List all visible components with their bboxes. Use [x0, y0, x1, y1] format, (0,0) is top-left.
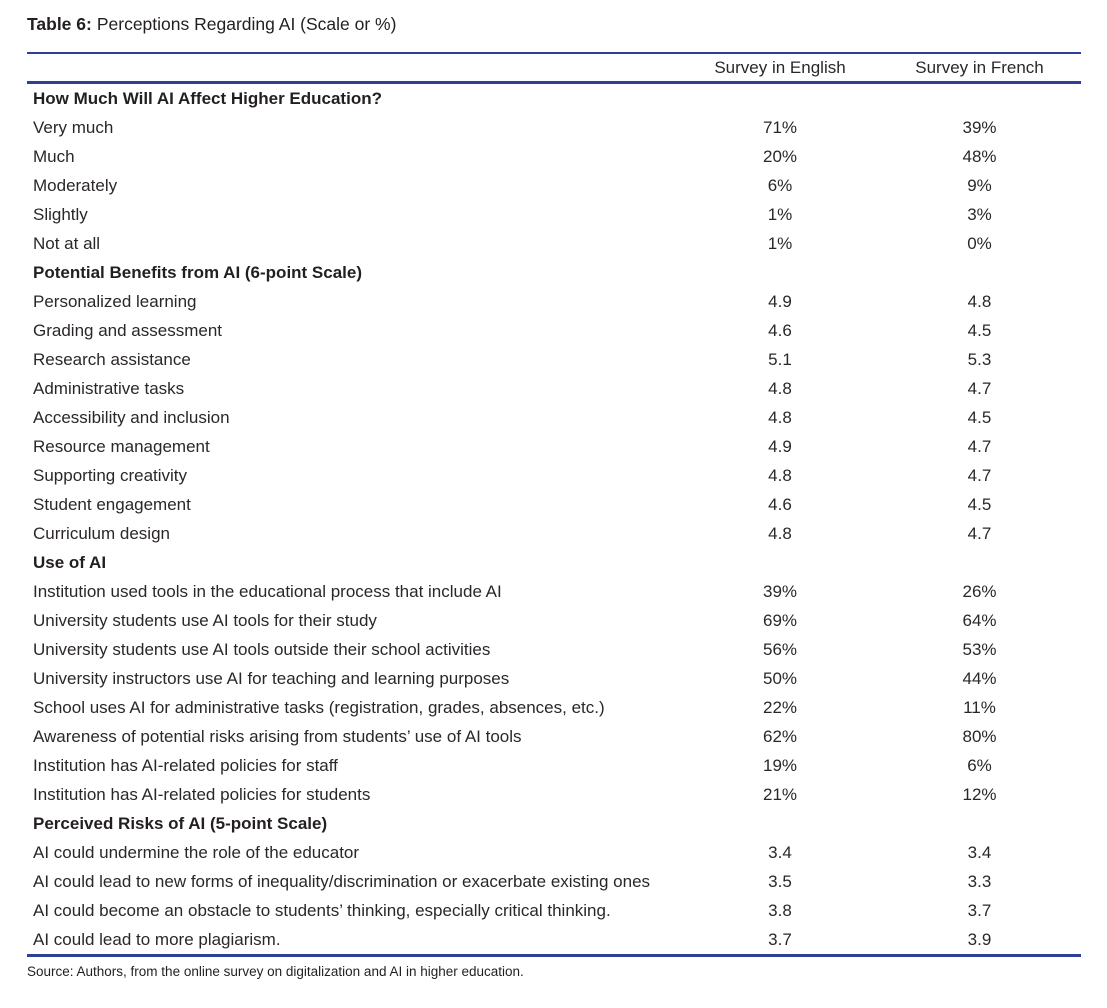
value-french: 3.9	[878, 925, 1081, 956]
value-english: 1%	[767, 233, 793, 253]
value-french: 39%	[962, 117, 997, 137]
row-label: Not at all	[33, 233, 101, 253]
value-english: 22%	[762, 697, 798, 717]
value-english: 71%	[762, 117, 798, 137]
row-label: Institution has AI-related policies for students	[33, 784, 371, 804]
table-row	[27, 577, 1081, 606]
empty-cell	[682, 809, 878, 838]
section-header: Use of AI	[33, 552, 107, 572]
row-label: Supporting creativity	[33, 465, 188, 485]
row-label: Research assistance	[33, 349, 191, 369]
section-header-row	[27, 548, 1081, 577]
value-french: 3.4	[967, 842, 992, 862]
table-row	[27, 403, 1081, 432]
value-english: 3.8	[768, 900, 792, 920]
section-header: Potential Benefits from AI (6-point Scale)	[33, 262, 363, 282]
value-english: 56%	[762, 639, 798, 659]
table-row	[27, 867, 1081, 896]
value-english: 4.6	[768, 320, 792, 340]
value-french: 11%	[963, 697, 996, 717]
row-label: Resource management	[33, 436, 210, 456]
table-row	[27, 229, 1081, 258]
row-label: University students use AI tools for their study	[33, 610, 377, 630]
table-row	[27, 519, 1081, 548]
source-note: Source: Authors, from the online survey on digitalization and AI in higher education.	[27, 964, 524, 979]
column-header-empty	[27, 53, 682, 83]
table-row	[27, 925, 1081, 956]
value-english: 21%	[762, 784, 798, 804]
value-english: 4.8	[768, 407, 792, 427]
value-english: 4.8	[768, 523, 792, 543]
table-row	[27, 664, 1081, 693]
value-french: 4.8	[967, 291, 992, 311]
table-row	[27, 171, 1081, 200]
row-label: AI could undermine the role of the educator	[33, 842, 360, 862]
value-french: 44%	[962, 668, 997, 688]
table-row	[27, 200, 1081, 229]
table-body	[27, 83, 1081, 956]
value-english: 69%	[762, 610, 798, 630]
value-french: 6%	[967, 755, 992, 775]
table-row	[27, 693, 1081, 722]
column-header-english: Survey in English	[682, 53, 878, 83]
value-english: 4.9	[768, 436, 792, 456]
value-french: 3.3	[967, 871, 992, 891]
value-english: 4.6	[768, 494, 792, 514]
row-label: AI could lead to new forms of inequality/discrimination or exacerbate existing ones	[33, 871, 651, 891]
row-label: Personalized learning	[33, 291, 197, 311]
value-english: 4.8	[768, 465, 792, 485]
row-label: Much	[33, 146, 75, 166]
row-label: Administrative tasks	[33, 378, 185, 398]
table-caption-text: Perceptions Regarding AI (Scale or %)	[96, 14, 397, 34]
value-french: 48%	[962, 146, 997, 166]
value-french: 5.3	[967, 349, 992, 369]
table-row	[27, 780, 1081, 809]
table-row	[27, 287, 1081, 316]
empty-cell	[878, 83, 1081, 114]
section-header: How Much Will AI Affect Higher Education?	[33, 88, 382, 108]
value-french: 64%	[962, 610, 997, 630]
table-row	[27, 316, 1081, 345]
table-row	[27, 142, 1081, 171]
value-english: 3.7	[682, 925, 878, 956]
empty-cell	[878, 548, 1081, 577]
table-row	[27, 722, 1081, 751]
header-row	[27, 53, 1081, 83]
value-french: 12%	[962, 784, 997, 804]
row-label: Accessibility and inclusion	[33, 407, 230, 427]
value-english: 4.9	[768, 291, 792, 311]
value-english: 62%	[762, 726, 798, 746]
table-caption	[27, 14, 1081, 35]
table-row	[27, 606, 1081, 635]
value-english: 5.1	[768, 349, 792, 369]
value-french: 4.7	[967, 436, 992, 456]
value-english: 1%	[767, 204, 793, 224]
table-row	[27, 113, 1081, 142]
empty-cell	[878, 809, 1081, 838]
value-french: 4.7	[967, 465, 992, 485]
value-french: 4.7	[967, 378, 992, 398]
section-header-row	[27, 809, 1081, 838]
table-row	[27, 374, 1081, 403]
value-english: 3.4	[768, 842, 792, 862]
table-row	[27, 345, 1081, 374]
row-label: Student engagement	[33, 494, 191, 514]
value-english: 19%	[762, 755, 798, 775]
row-label: Grading and assessment	[33, 320, 222, 340]
row-label: Awareness of potential risks arising from students’ use of AI tools	[33, 726, 522, 746]
table-row	[27, 461, 1081, 490]
row-label: School uses AI for administrative tasks (registration, grades, absences, etc.)	[33, 697, 605, 717]
value-english: 6%	[767, 175, 793, 195]
value-french: 4.7	[967, 523, 992, 543]
table-caption-number: Table 6:	[27, 14, 92, 34]
value-french: 3%	[967, 204, 992, 224]
column-header-french: Survey in French	[878, 53, 1081, 83]
value-english: 3.5	[768, 871, 792, 891]
empty-cell	[878, 258, 1081, 287]
row-label: AI could lead to more plagiarism.	[27, 925, 682, 956]
value-english: 4.8	[768, 378, 792, 398]
row-label: AI could become an obstacle to students’ thinking, especially critical thinking.	[33, 900, 611, 920]
table-row	[27, 490, 1081, 519]
table-row	[27, 635, 1081, 664]
value-french: 9%	[967, 175, 992, 195]
perceptions-table	[27, 52, 1081, 957]
value-english: 39%	[762, 581, 798, 601]
table-row	[27, 432, 1081, 461]
row-label: Institution used tools in the educational process that include AI	[33, 581, 502, 601]
table-row	[27, 896, 1081, 925]
empty-cell	[682, 258, 878, 287]
value-english: 20%	[762, 146, 798, 166]
row-label: Institution has AI-related policies for staff	[33, 755, 338, 775]
value-french: 3.7	[967, 900, 992, 920]
value-english: 50%	[762, 668, 798, 688]
table-row	[27, 838, 1081, 867]
section-header-row	[27, 258, 1081, 287]
value-french: 26%	[962, 581, 997, 601]
section-header: Perceived Risks of AI (5-point Scale)	[33, 813, 328, 833]
value-french: 4.5	[967, 494, 992, 514]
row-label: Slightly	[33, 204, 88, 224]
value-french: 80%	[962, 726, 997, 746]
row-label: Very much	[33, 117, 114, 137]
empty-cell	[682, 548, 878, 577]
row-label: University students use AI tools outside their school activities	[33, 639, 491, 659]
row-label: Moderately	[33, 175, 118, 195]
table-header	[27, 53, 1081, 83]
empty-cell	[682, 83, 878, 114]
section-header-row	[27, 83, 1081, 114]
row-label: University instructors use AI for teaching and learning purposes	[33, 668, 510, 688]
value-french: 4.5	[967, 407, 992, 427]
value-french: 53%	[962, 639, 997, 659]
row-label: Curriculum design	[33, 523, 170, 543]
value-french: 0%	[967, 233, 992, 253]
value-french: 4.5	[967, 320, 992, 340]
table-row	[27, 751, 1081, 780]
